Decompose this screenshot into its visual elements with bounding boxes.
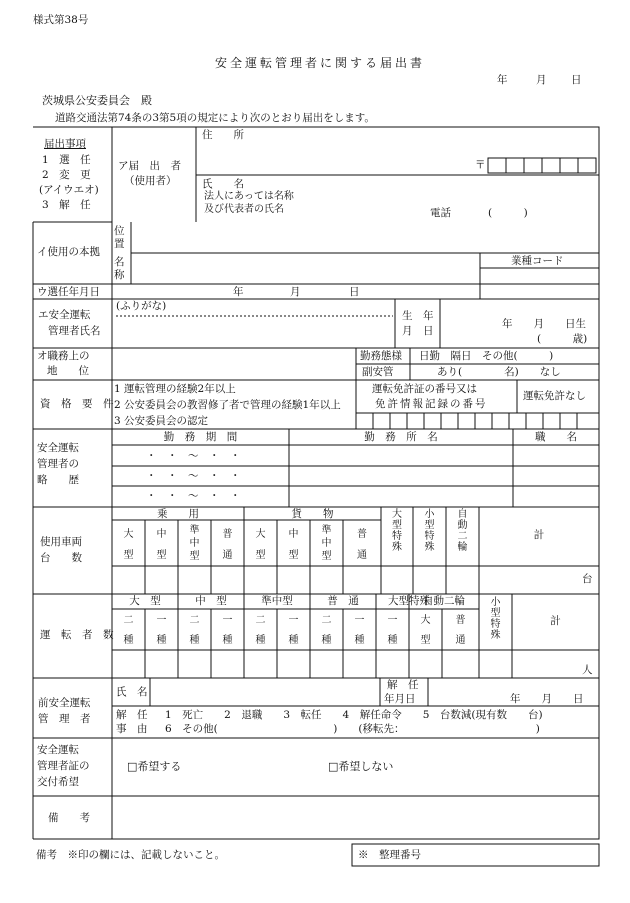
item-option-2-note: (アイウエオ) — [39, 184, 99, 196]
base-name-1: 名 — [114, 256, 125, 268]
remarks-label: 備 考 — [48, 812, 90, 824]
item-option-3: 3 解 任 — [42, 199, 91, 211]
phone-field[interactable]: ( ) — [488, 207, 528, 219]
name-label: 氏 名 — [202, 178, 244, 190]
driver-sub-7: 一 種 — [354, 615, 365, 646]
appointment-date-label: ウ選任年月日 — [37, 286, 100, 298]
base-location-1: 位 — [114, 225, 125, 237]
vehicle-col-3: 普 通 — [222, 529, 233, 561]
driver-sub-9: 大 型 — [420, 615, 431, 646]
history-label-1: 安全運転 — [37, 442, 79, 454]
history-header-place: 勤 務 所 名 — [364, 431, 438, 443]
driver-sub-10: 普 通 — [455, 615, 466, 646]
manager-name-label-2: 管理者氏名 — [48, 325, 101, 337]
furigana-label: (ふりがな) — [116, 300, 167, 312]
base-label: イ使用の本拠 — [37, 246, 100, 258]
previous-label-1: 前安全運転 — [38, 697, 91, 709]
vehicle-col-8: 大 型 特 殊 — [392, 509, 402, 553]
item-option-2: 2 変 更 — [42, 169, 91, 181]
certificate-label-2: 管理者証の — [37, 760, 90, 772]
history-header-period: 勤 務 期 間 — [163, 431, 238, 443]
birth-label-1: 生 年 — [402, 310, 434, 322]
previous-label-2: 管 理 者 — [38, 713, 91, 725]
driver-sub-3: 一 種 — [222, 615, 233, 646]
vehicle-col-6: 準 中 型 — [321, 525, 332, 562]
work-form-options[interactable]: 日勤 隔日 その他( ) — [419, 350, 554, 362]
driver-group-0: 大 型 — [129, 595, 161, 607]
qualification-2: 2 公安委員会の教習修了者で管理の経験1年以上 — [114, 399, 341, 411]
appointment-year: 年 — [233, 286, 244, 298]
intro-text: 道路交通法第74条の3第5項の規定により次のとおり届出をします。 — [55, 112, 375, 124]
vice-manager-label: 副安管 — [362, 366, 394, 378]
dismissal-date-label-2: 年月日 — [384, 693, 416, 705]
qualification-3: 3 公安委員会の認定 — [114, 415, 209, 427]
applicant-label: ア届 出 者 — [118, 160, 181, 172]
vice-manager-options[interactable]: あり( 名) なし — [437, 366, 561, 378]
certificate-want-checkbox[interactable]: □希望する — [127, 760, 182, 773]
appointment-day: 日 — [349, 286, 360, 298]
driver-sub-8: 一 種 — [387, 615, 398, 646]
page-title: 安全運転管理者に関する届出書 — [214, 56, 425, 70]
addressee: 茨城県公安委員会 殿 — [42, 94, 152, 107]
base-name-2: 称 — [114, 269, 125, 281]
vehicle-col-2: 準 中 型 — [189, 525, 200, 562]
reason-options-2[interactable]: 6 その他( ) (移転先： ) — [165, 723, 540, 735]
corp-note-line1: 法人にあっては名称 — [204, 191, 294, 202]
items-title: 届出事項 — [44, 138, 86, 150]
birth-label-2: 月 日 — [402, 325, 434, 337]
reason-options-1[interactable]: 1 死亡 2 退職 3 転任 4 解任命令 5 台数減(現有数 台) — [165, 709, 543, 721]
history-label-3: 略 歴 — [37, 474, 79, 486]
qualification-label: 資 格 要 件 — [40, 398, 114, 410]
drivers-total-label: 計 — [550, 615, 561, 627]
applicant-sublabel: （使用者） — [124, 175, 177, 187]
dismissal-date-label-1: 解 任 — [387, 679, 419, 691]
vehicle-col-10: 自 動 二 輪 — [457, 509, 468, 553]
birth-date: 年 月 日生 — [502, 318, 586, 330]
postal-mark: 〒 — [475, 159, 486, 171]
vehicle-col-4: 大 型 — [255, 529, 266, 561]
reason-label-1: 解 任 — [116, 709, 148, 721]
reference-number-label: ※ 整理番号 — [358, 849, 421, 861]
history-period-2[interactable]: ・ ・ ～ ・ ・ — [146, 470, 241, 482]
history-header-post: 職 名 — [535, 431, 577, 443]
driver-group-2: 準中型 — [261, 595, 293, 607]
position-label-2: 地 位 — [47, 365, 89, 377]
history-label-2: 管理者の — [37, 458, 79, 470]
vehicles-label-2: 台 数 — [40, 552, 82, 564]
date-month: 月 — [536, 74, 547, 86]
driver-sub-6: 二 種 — [321, 615, 332, 646]
license-number-label-1: 運転免許証の番号又は — [372, 383, 477, 395]
position-label-1: オ職務上の — [37, 350, 90, 362]
license-number-label-2: 免許情報記録の番号 — [375, 398, 488, 410]
date-year: 年 — [497, 74, 508, 86]
qualification-1: 1 運転管理の経験2年以上 — [114, 383, 236, 395]
driver-sub-0: 二 種 — [123, 615, 134, 646]
driver-group-6: 小 型 特 殊 — [490, 597, 501, 641]
item-option-1: 1 選 任 — [42, 154, 91, 166]
previous-name-label: 氏 名 — [116, 686, 148, 698]
certificate-label-1: 安全運転 — [37, 744, 79, 756]
dismissal-date: 年 月 日 — [510, 693, 584, 705]
history-period-3[interactable]: ・ ・ ～ ・ ・ — [146, 490, 241, 502]
reason-label-2: 事 由 — [116, 723, 148, 735]
date-day: 日 — [571, 74, 582, 86]
driver-group-3: 普 通 — [327, 595, 359, 607]
vehicle-col-9: 小 型 特 殊 — [424, 509, 435, 553]
vehicle-col-5: 中 型 — [288, 529, 299, 561]
certificate-not-want-checkbox[interactable]: □希望しない — [328, 760, 394, 773]
vehicles-passenger-header: 乗 用 — [157, 508, 199, 520]
corp-note-line2: 及び代表者の氏名 — [204, 204, 284, 215]
history-period-1[interactable]: ・ ・ ～ ・ ・ — [146, 450, 241, 462]
vehicles-cargo-header: 貨 物 — [291, 508, 334, 520]
no-license-label: 運転免許なし — [523, 390, 586, 402]
certificate-label-3: 交付希望 — [37, 776, 79, 788]
vehicle-col-0: 大 型 — [123, 529, 134, 561]
manager-name-label-1: エ安全運転 — [38, 309, 91, 321]
address-label: 住 所 — [202, 129, 244, 141]
driver-group-1: 中 型 — [195, 595, 227, 607]
driver-sub-2: 二 種 — [189, 615, 200, 646]
base-location-2: 置 — [114, 238, 125, 250]
vehicles-total-label: 計 — [533, 529, 545, 541]
age-field: ( 歳) — [537, 333, 588, 345]
drivers-unit: 人 — [582, 664, 593, 676]
vehicles-label-1: 使用車両 — [40, 536, 82, 548]
driver-sub-4: 二 種 — [255, 615, 266, 646]
driver-group-4: 大型特殊 — [388, 595, 430, 607]
vehicle-col-1: 中 型 — [156, 529, 167, 561]
phone-label: 電話 — [430, 207, 451, 219]
footer-note: 備考 ※印の欄には、記載しないこと。 — [36, 849, 225, 861]
driver-group-5: 自動二輪 — [423, 595, 465, 607]
drivers-label: 運 転 者 数 — [40, 629, 114, 641]
vehicle-col-7: 普 通 — [357, 529, 367, 561]
form-number: 様式第38号 — [33, 14, 89, 26]
work-form-label: 勤務態様 — [360, 350, 402, 362]
industry-code-label: 業種コード — [511, 255, 564, 267]
driver-sub-5: 一 種 — [288, 615, 299, 646]
vehicles-unit: 台 — [582, 573, 593, 585]
appointment-month: 月 — [290, 286, 301, 298]
driver-sub-1: 一 種 — [156, 615, 167, 646]
